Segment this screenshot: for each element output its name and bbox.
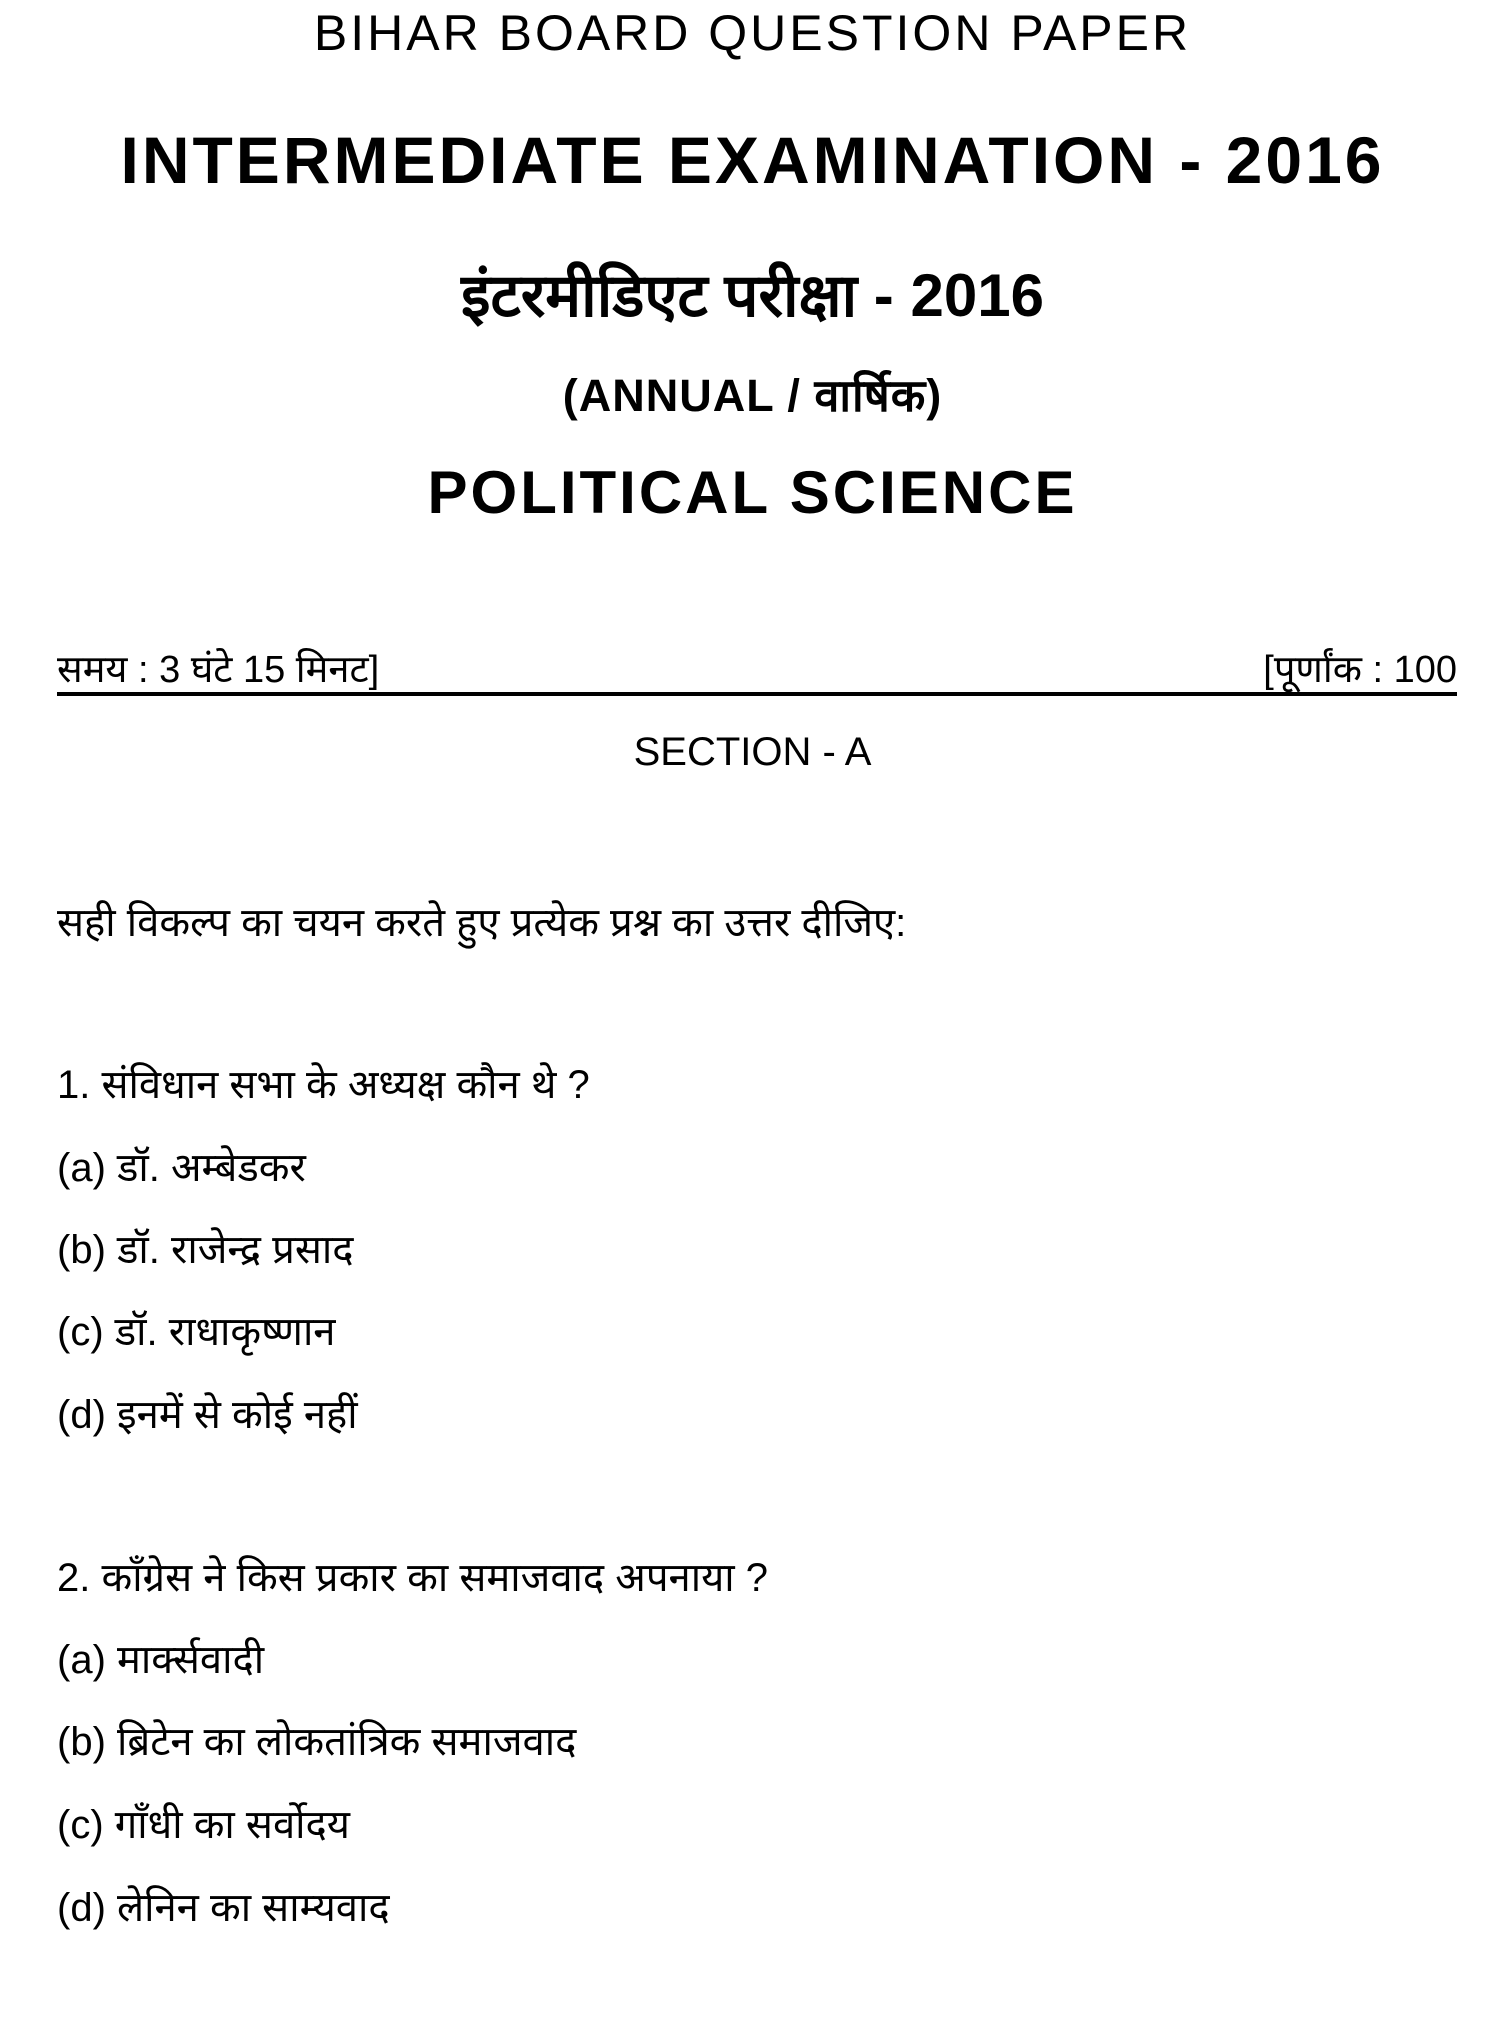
option-2c: (c) गाँधी का सर्वोदय bbox=[57, 1803, 350, 1847]
option-2d: (d) लेनिन का साम्यवाद bbox=[57, 1886, 390, 1930]
section-heading: SECTION - A bbox=[633, 730, 872, 774]
full-marks: [पूर्णांक : 100 bbox=[1263, 649, 1457, 691]
time-marks-line bbox=[57, 648, 1457, 696]
board-title: BIHAR BOARD QUESTION PAPER bbox=[313, 5, 1192, 61]
exam-type: (ANNUAL / वार्षिक) bbox=[562, 370, 943, 421]
time-allowed: समय : 3 घंटे 15 मिनट] bbox=[57, 649, 380, 691]
option-1c: (c) डॉ. राधाकृष्णान bbox=[57, 1310, 336, 1354]
exam-title-english: INTERMEDIATE EXAMINATION - 2016 bbox=[120, 123, 1385, 197]
option-2b: (b) ब्रिटेन का लोकतांत्रिक समाजवाद bbox=[57, 1720, 577, 1764]
option-1a: (a) डॉ. अम्बेडकर bbox=[57, 1146, 306, 1190]
instruction: सही विकल्प का चयन करते हुए प्रत्येक प्रश्न का उत्तर दीजिए: bbox=[57, 901, 907, 945]
option-2a: (a) मार्क्सवादी bbox=[57, 1638, 265, 1682]
option-1b: (b) डॉ. राजेन्द्र प्रसाद bbox=[57, 1228, 354, 1272]
question-2: 2. कॉंग्रेस ने किस प्रकार का समाजवाद अपनाया ? bbox=[57, 1556, 769, 1600]
exam-title-hindi: इंटरमीडिएट परीक्षा - 2016 bbox=[461, 262, 1044, 329]
subject-title: POLITICAL SCIENCE bbox=[427, 459, 1078, 526]
option-1d: (d) इनमें से कोई नहीं bbox=[57, 1393, 358, 1437]
question-1: 1. संविधान सभा के अध्यक्ष कौन थे ? bbox=[57, 1063, 590, 1107]
